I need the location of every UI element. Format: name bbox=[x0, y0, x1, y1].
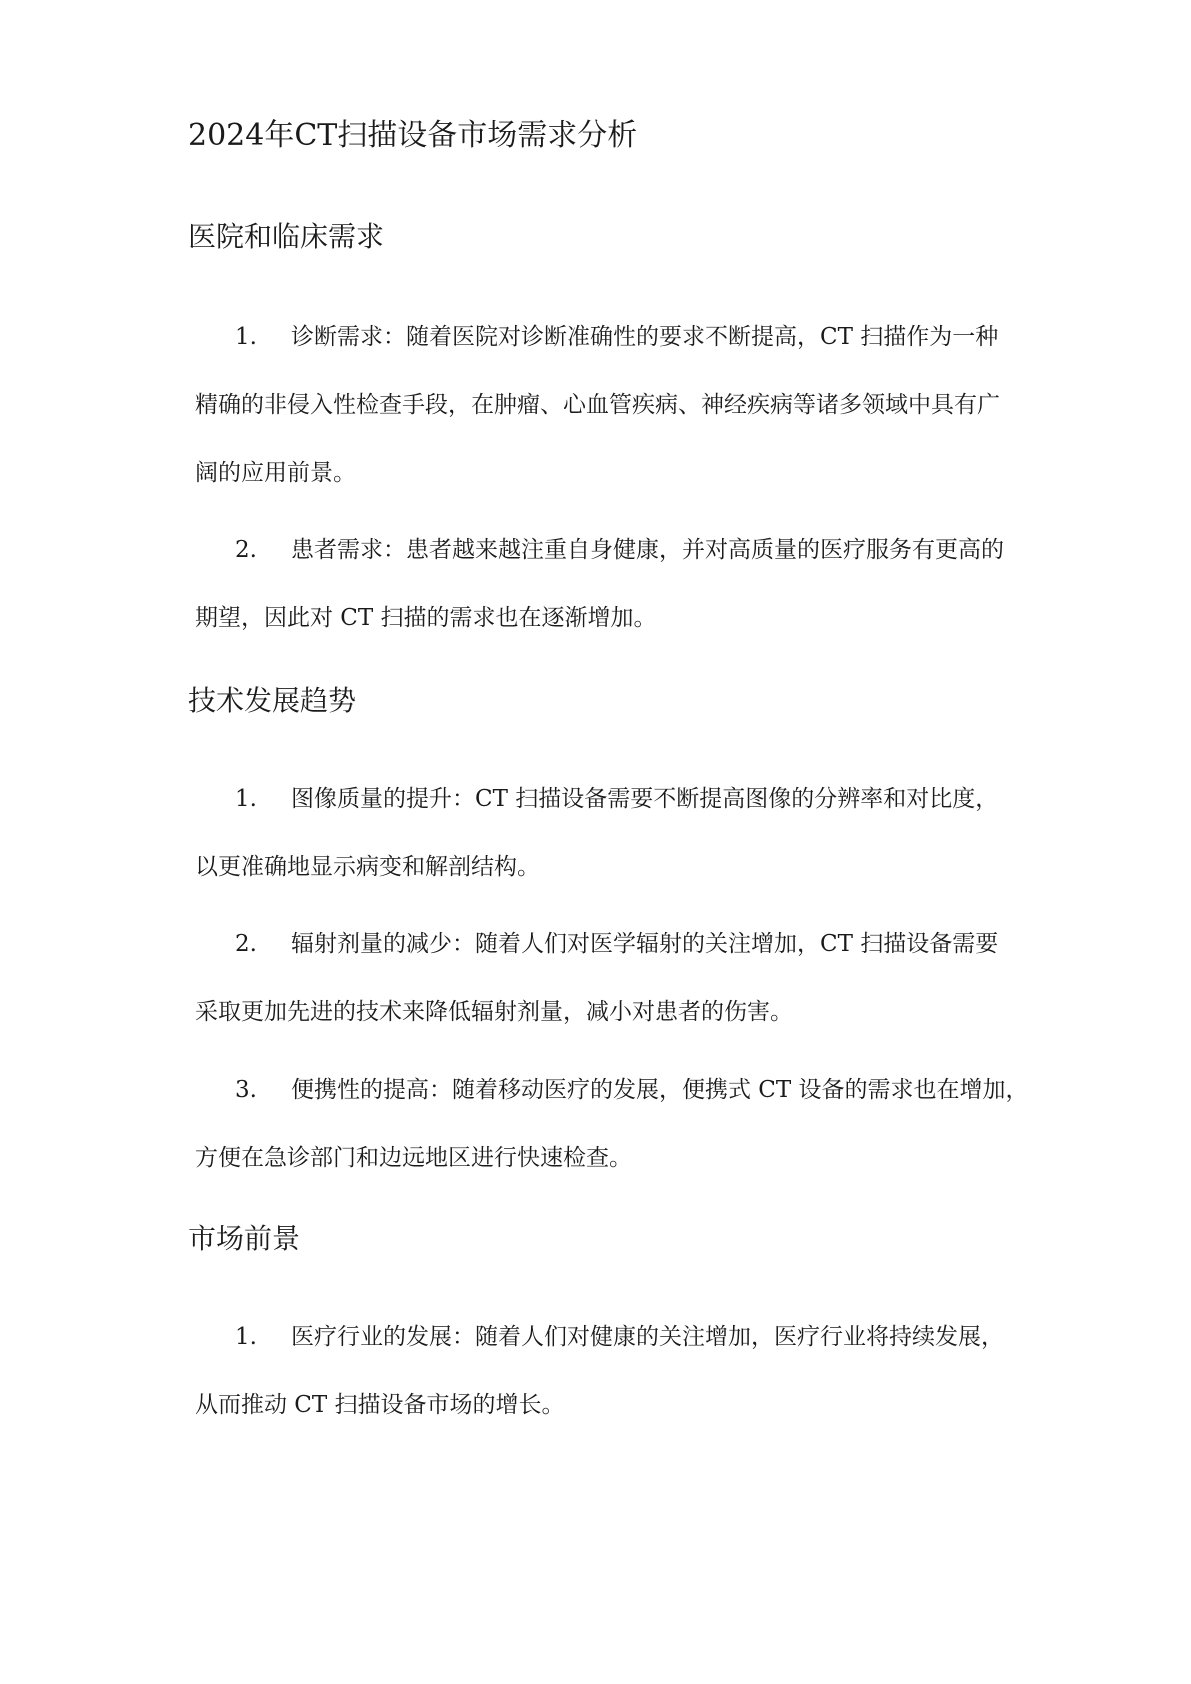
item-text: 医疗行业的发展：随着人们对健康的关注增加，医疗行业将持续发展， bbox=[291, 1324, 1004, 1350]
item-number: 3. bbox=[235, 1077, 257, 1103]
document-title: 2024年CT扫描设备市场需求分析 bbox=[188, 118, 638, 153]
item-line: 方便在急诊部门和边远地区进行快速检查。 bbox=[195, 1145, 632, 1171]
item-line: 精确的非侵入性检查手段，在肿瘤、心血管疾病、神经疾病等诸多领域中具有广 bbox=[195, 392, 1000, 418]
item-line: 采取更加先进的技术来降低辐射剂量，减小对患者的伤害。 bbox=[195, 999, 793, 1025]
item-line bbox=[195, 929, 1075, 997]
item-number: 1. bbox=[235, 1324, 257, 1350]
list-item bbox=[195, 322, 1075, 526]
list-item bbox=[195, 929, 1075, 1065]
list-item bbox=[195, 535, 1075, 671]
item-text: 图像质量的提升：CT 扫描设备需要不断提高图像的分辨率和对比度， bbox=[291, 786, 999, 812]
item-text: 辐射剂量的减少：随着人们对医学辐射的关注增加，CT 扫描设备需要 bbox=[291, 931, 999, 957]
section-heading-market-outlook: 市场前景 bbox=[188, 1222, 301, 1255]
item-number: 1. bbox=[235, 324, 257, 350]
item-number: 2. bbox=[235, 931, 257, 957]
item-line: 阔的应用前景。 bbox=[195, 460, 356, 486]
item-line bbox=[195, 1322, 1075, 1390]
item-number: 1. bbox=[235, 786, 257, 812]
item-line: 期望，因此对 CT 扫描的需求也在逐渐增加。 bbox=[195, 605, 657, 631]
item-text: 便携性的提高：随着移动医疗的发展，便携式 CT 设备的需求也在增加， bbox=[291, 1077, 1029, 1103]
section-heading-tech-trends: 技术发展趋势 bbox=[188, 684, 357, 717]
item-text: 患者需求：患者越来越注重自身健康，并对高质量的医疗服务有更高的 bbox=[291, 537, 1004, 563]
item-line: 从而推动 CT 扫描设备市场的增长。 bbox=[195, 1392, 565, 1418]
item-text: 诊断需求：随着医院对诊断准确性的要求不断提高，CT 扫描作为一种 bbox=[291, 324, 999, 350]
list-item bbox=[195, 1322, 1075, 1458]
item-line bbox=[195, 322, 1075, 390]
section-heading-clinical-demand: 医院和临床需求 bbox=[188, 220, 385, 253]
list-item bbox=[195, 1075, 1075, 1211]
item-number: 2. bbox=[235, 537, 257, 563]
item-line bbox=[195, 1075, 1075, 1143]
item-line bbox=[195, 535, 1075, 603]
item-line bbox=[195, 784, 1075, 852]
list-item bbox=[195, 784, 1075, 920]
item-line: 以更准确地显示病变和解剖结构。 bbox=[195, 854, 540, 880]
